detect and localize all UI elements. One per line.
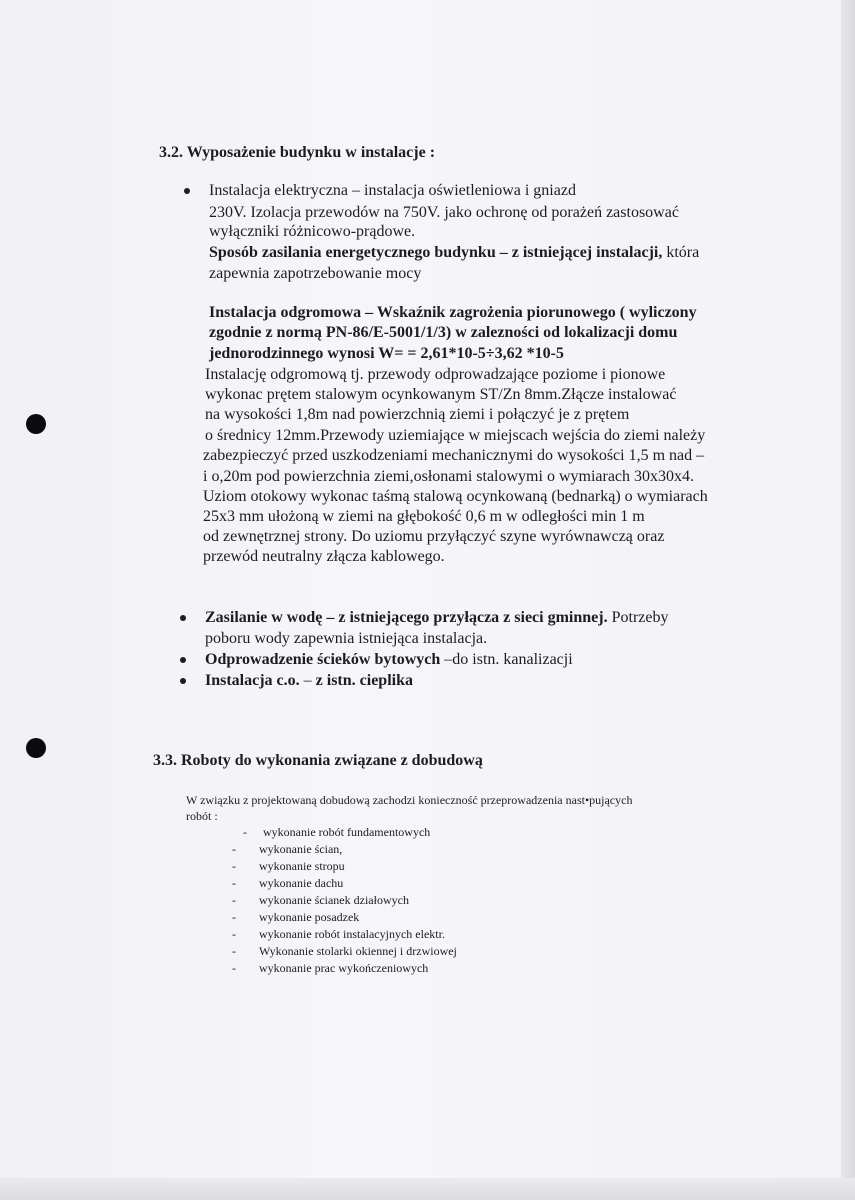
- lightning-line-7: Uziom otokowy wykonac taśmą stalową ocynkowaną (bednarką) o wymiarach: [203, 488, 708, 505]
- works-list-dash: -: [232, 859, 236, 873]
- electric-line-1: Instalacja elektryczna – instalacja oświetleniowa i gniazd: [209, 182, 576, 199]
- page-bottom-shadow: [0, 1178, 855, 1200]
- works-list-item: wykonanie robót fundamentowych: [263, 825, 431, 839]
- works-list-item: wykonanie posadzek: [259, 910, 360, 924]
- electric-line-2: 230V. Izolacja przewodów na 750V. jako ochronę od porażeń zastosować: [209, 204, 679, 221]
- lightning-line-8: 25x3 mm ułożoną w ziemi na głębokość 0,6 m w odległości min 1 m: [203, 508, 645, 525]
- works-list-item: wykonanie dachu: [259, 876, 344, 890]
- electric-line-5: zapewnia zapotrzebowanie mocy: [209, 265, 422, 282]
- works-list-dash: -: [232, 944, 236, 958]
- works-list-dash: -: [232, 927, 236, 941]
- lightning-bold-1: Instalacja odgromowa – Wskaźnik zagrożenia piorunowego ( wyliczony: [209, 304, 697, 321]
- power-supply-bold: Sposób zasilania energetycznego budynku – z istniejącej instalacji,: [209, 244, 663, 261]
- works-list-dash: -: [232, 910, 236, 924]
- section-33-heading: 3.3. Roboty do wykonania związane z dobudową: [153, 752, 483, 769]
- bullet-sewage: [180, 657, 186, 663]
- works-list-dash: -: [232, 876, 236, 890]
- works-list-item: wykonanie ścianek działowych: [259, 893, 409, 907]
- water-line-2: poboru wody zapewnia istniejąca instalacja.: [205, 630, 488, 647]
- lightning-bold-3: jednorodzinnego wynosi W= = 2,61*10-5÷3,62 *10-5: [209, 345, 564, 362]
- sewage-line: [205, 649, 573, 670]
- lightning-line-6: i o,20m pod powierzchnia ziemi,osłonami stalowymi o wymiarach 30x30x4.: [203, 468, 695, 485]
- bullet-electric: [184, 188, 190, 194]
- electric-line-3: wyłączniki różnicowo-prądowe.: [209, 223, 416, 240]
- power-supply-rest: która: [662, 244, 700, 261]
- sewage-rest: –do istn. kanalizacji: [440, 651, 573, 668]
- heating-bold: Instalacja c.o.: [205, 672, 300, 689]
- lightning-line-1: Instalację odgromową tj. przewody odprowadzające poziome i pionowe: [205, 366, 666, 383]
- bullet-water: [180, 615, 186, 621]
- page-edge-shadow: [841, 0, 855, 1200]
- lightning-line-2: wykonac prętem stalowym ocynkowanym ST/Zn 8mm.Złącze instalować: [205, 386, 677, 403]
- lightning-line-5: zabezpieczyć przed uszkodzeniami mechanicznymi do wysokości 1,5 m nad –: [203, 447, 705, 464]
- lightning-line-9: od zewnętrznej strony. Do uziomu przyłączyć szyne wyrównawczą oraz: [203, 528, 665, 545]
- works-list-item: wykonanie prac wykończeniowych: [259, 961, 429, 975]
- works-list-item: wykonanie robót instalacyjnych elektr.: [259, 927, 445, 941]
- lightning-line-10: przewód neutralny złącza kablowego.: [203, 548, 445, 565]
- works-list-dash: -: [232, 961, 236, 975]
- punch-hole-lower: [26, 738, 46, 758]
- water-bold: Zasilanie w wodę – z istniejącego przyłącza z sieci gminnej.: [205, 609, 608, 626]
- heating-mid: –: [299, 672, 316, 689]
- works-intro-1: W związku z projektowaną dobudową zachodzi konieczność przeprowadzenia nast•pujących: [186, 793, 633, 807]
- works-list-dash: -: [232, 842, 236, 856]
- electric-line-4: [209, 242, 699, 263]
- punch-hole-upper: [26, 414, 46, 434]
- works-list-item: Wykonanie stolarki okiennej i drzwiowej: [259, 944, 457, 958]
- works-list-dash: -: [232, 893, 236, 907]
- water-rest: Potrzeby: [607, 609, 669, 626]
- lightning-line-3: na wysokości 1,8m nad powierzchnią ziemi i połączyć je z prętem: [205, 406, 630, 423]
- works-list-dash: -: [243, 825, 247, 839]
- works-intro-2: robót :: [186, 809, 218, 823]
- lightning-line-4: o średnicy 12mm.Przewody uziemiające w miejscach wejścia do ziemi należy: [205, 427, 706, 444]
- heating-bold-2: z istn. cieplika: [315, 672, 413, 689]
- heating-line: [205, 670, 413, 691]
- water-line-1: [205, 607, 668, 628]
- bullet-heating: [180, 678, 186, 684]
- section-32-heading: 3.2. Wyposażenie budynku w instalacje :: [159, 144, 436, 161]
- lightning-bold-2: zgodnie z normą PN-86/E-5001/1/3) w zalezności od lokalizacji domu: [209, 324, 678, 341]
- works-list-item: wykonanie ścian,: [259, 842, 343, 856]
- sewage-bold: Odprowadzenie ścieków bytowych: [205, 651, 441, 668]
- works-list-item: wykonanie stropu: [259, 859, 345, 873]
